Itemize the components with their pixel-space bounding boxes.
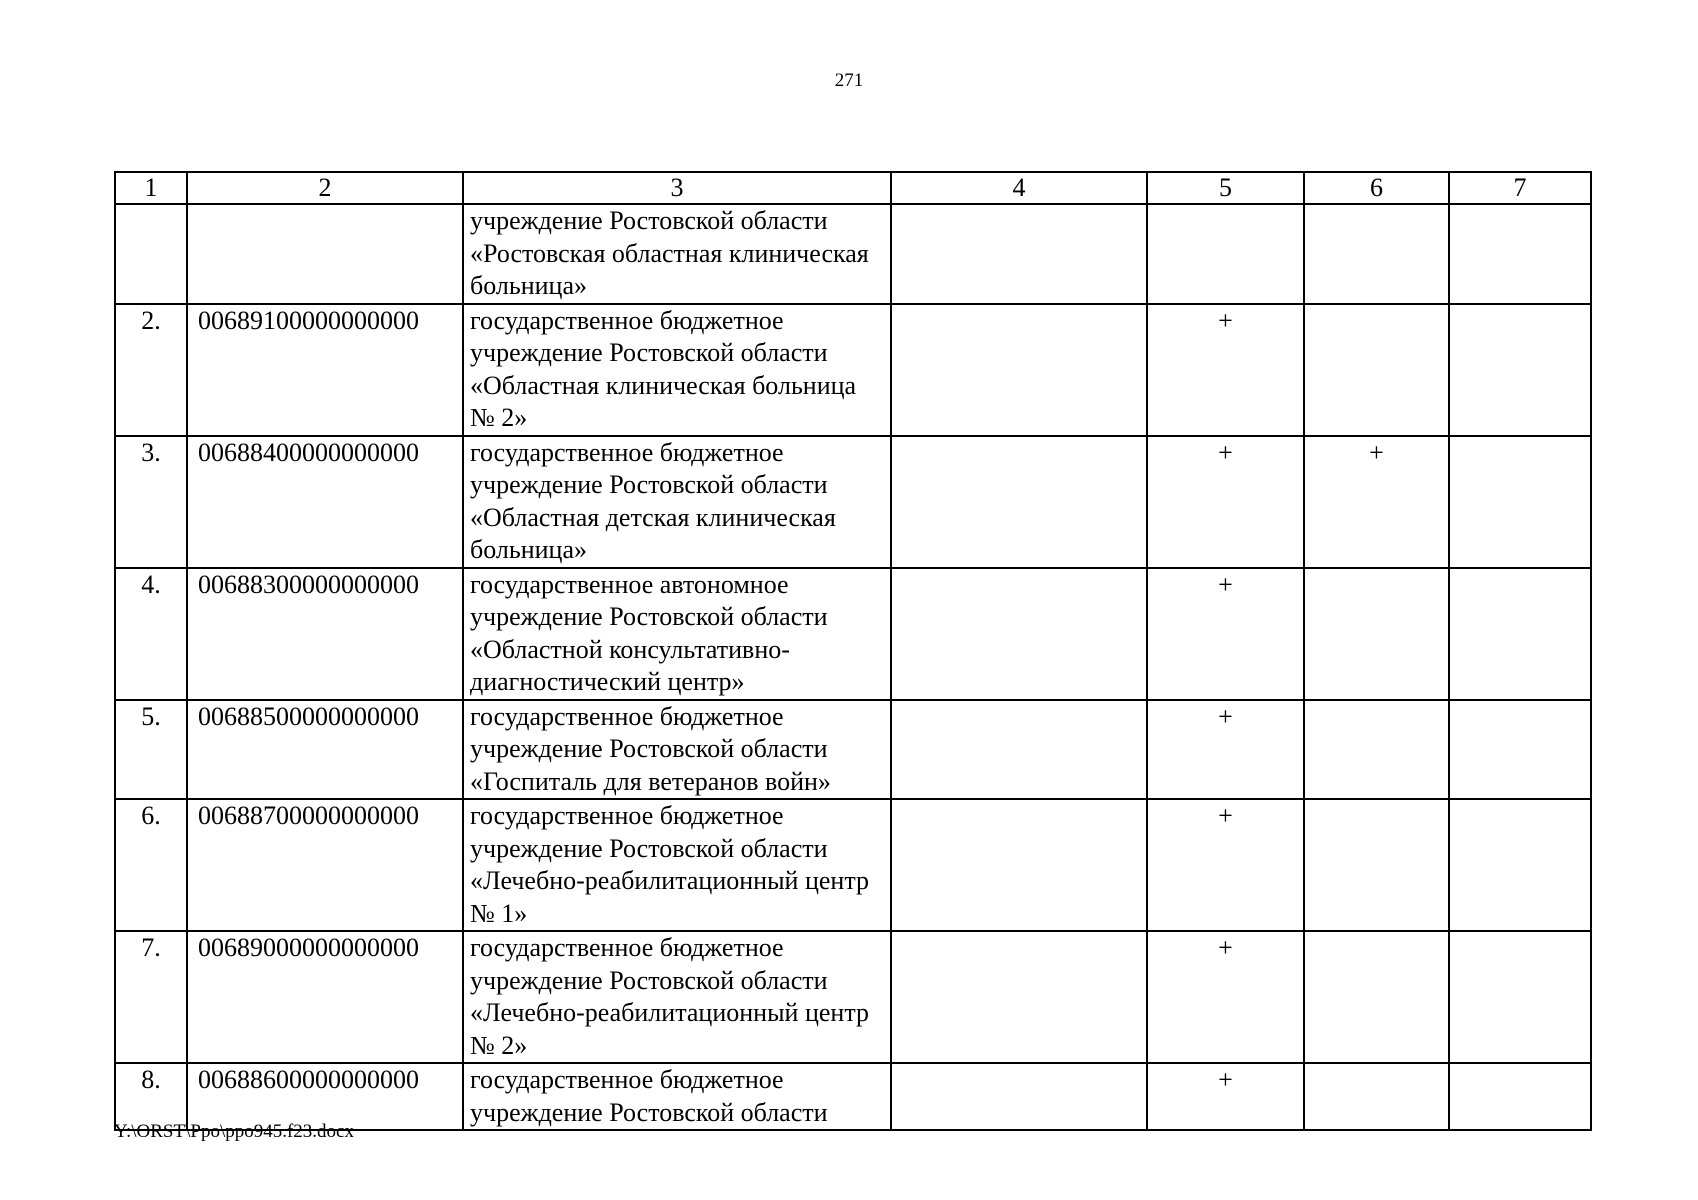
row-col7 — [1449, 436, 1591, 568]
column-header-3: 3 — [463, 172, 891, 204]
row-col4 — [891, 931, 1147, 1063]
table-row — [115, 1063, 1591, 1130]
table-header-row — [115, 172, 1591, 204]
row-code: 00688400000000000 — [187, 436, 463, 568]
row-institution-name: государственное автономное учреждение Ростовской области «Областной консультативно-диагностический центр» — [463, 568, 891, 700]
table-row — [115, 436, 1591, 568]
row-col4 — [891, 204, 1147, 304]
row-number: 6. — [115, 799, 187, 931]
row-institution-name: государственное бюджетное учреждение Ростовской области «Лечебно-реабилитационный центр № 2» — [463, 931, 891, 1063]
data-table — [114, 171, 1592, 1131]
table-row — [115, 568, 1591, 700]
column-header-4: 4 — [891, 172, 1147, 204]
row-col6 — [1304, 568, 1449, 700]
row-institution-name: государственное бюджетное учреждение Ростовской области — [463, 1063, 891, 1130]
row-col6 — [1304, 931, 1449, 1063]
row-col7 — [1449, 700, 1591, 800]
row-col5: + — [1147, 568, 1304, 700]
row-number — [115, 204, 187, 304]
row-col7 — [1449, 204, 1591, 304]
row-code: 00688600000000000 — [187, 1063, 463, 1130]
footer-file-path: Y:\ORST\Ppo\ppo945.f23.docx — [114, 1121, 354, 1142]
column-header-2: 2 — [187, 172, 463, 204]
table-row — [115, 700, 1591, 800]
row-col6 — [1304, 799, 1449, 931]
table-row — [115, 304, 1591, 436]
row-col4 — [891, 1063, 1147, 1130]
row-col6: + — [1304, 436, 1449, 568]
row-number: 3. — [115, 436, 187, 568]
table-row — [115, 931, 1591, 1063]
row-col5: + — [1147, 931, 1304, 1063]
row-col7 — [1449, 1063, 1591, 1130]
row-col6 — [1304, 1063, 1449, 1130]
row-col6 — [1304, 700, 1449, 800]
row-col5 — [1147, 204, 1304, 304]
table-row — [115, 204, 1591, 304]
row-col4 — [891, 436, 1147, 568]
row-col5: + — [1147, 799, 1304, 931]
row-number: 8. — [115, 1063, 187, 1130]
row-institution-name: государственное бюджетное учреждение Ростовской области «Областная клиническая больница № 2» — [463, 304, 891, 436]
row-col4 — [891, 568, 1147, 700]
row-institution-name: государственное бюджетное учреждение Ростовской области «Госпиталь для ветеранов войн» — [463, 700, 891, 800]
row-number: 2. — [115, 304, 187, 436]
row-col7 — [1449, 931, 1591, 1063]
page-number: 271 — [834, 70, 864, 91]
row-col4 — [891, 700, 1147, 800]
row-code — [187, 204, 463, 304]
column-header-7: 7 — [1449, 172, 1591, 204]
row-col5: + — [1147, 1063, 1304, 1130]
row-col5: + — [1147, 436, 1304, 568]
row-number: 7. — [115, 931, 187, 1063]
row-code: 00688500000000000 — [187, 700, 463, 800]
row-institution-name: государственное бюджетное учреждение Ростовской области «Областная детская клиническая больница» — [463, 436, 891, 568]
row-col5: + — [1147, 700, 1304, 800]
row-col7 — [1449, 568, 1591, 700]
row-col6 — [1304, 304, 1449, 436]
row-col4 — [891, 799, 1147, 931]
column-header-1: 1 — [115, 172, 187, 204]
row-code: 00689100000000000 — [187, 304, 463, 436]
row-col7 — [1449, 304, 1591, 436]
row-number: 5. — [115, 700, 187, 800]
table-row — [115, 799, 1591, 931]
row-institution-name: государственное бюджетное учреждение Ростовской области «Лечебно-реабилитационный центр № 1» — [463, 799, 891, 931]
row-code: 00688300000000000 — [187, 568, 463, 700]
row-col7 — [1449, 799, 1591, 931]
row-col6 — [1304, 204, 1449, 304]
column-header-6: 6 — [1304, 172, 1449, 204]
row-institution-name: учреждение Ростовской области «Ростовская областная клиническая больница» — [463, 204, 891, 304]
row-col5: + — [1147, 304, 1304, 436]
row-code: 00688700000000000 — [187, 799, 463, 931]
row-code: 00689000000000000 — [187, 931, 463, 1063]
row-col4 — [891, 304, 1147, 436]
column-header-5: 5 — [1147, 172, 1304, 204]
row-number: 4. — [115, 568, 187, 700]
